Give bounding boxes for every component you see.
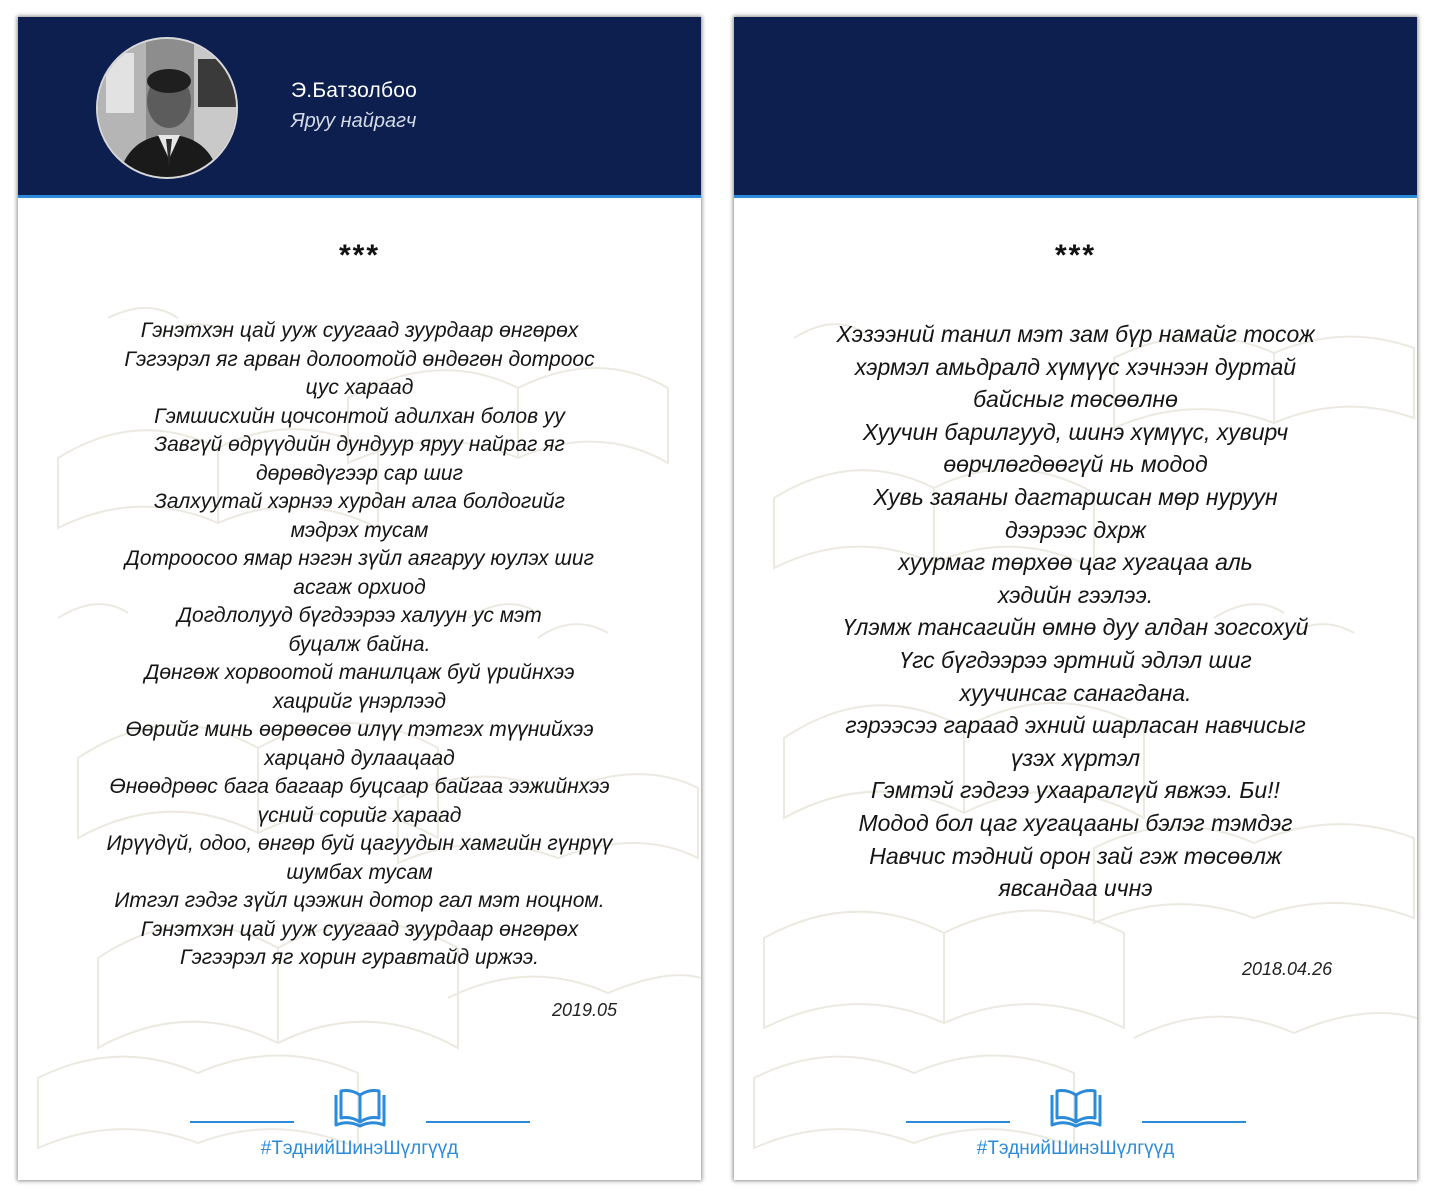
poem-line: явсандаа ичнэ [998,875,1153,902]
poem-line: хэрмэл амьдралд хүмүүс хэчнээн дуртай [854,353,1297,380]
poem-line: Гэмтэй гэдгээ ухааралгүй явжээ. Би!! [871,777,1280,804]
poem-date: 2018.04.26 [1242,959,1333,979]
poem-line: Догдлолууд бүгдээрээ халуун ус мэт [177,604,542,627]
poem-line: Гэмшисхийн цочсонтой адилхан болов уу [154,404,565,428]
poem-line: Хувь заяаны дагтаршсан мөр нуруун [873,483,1278,510]
poem-line: хуурмаг төрхөө цаг хугацаа аль [898,549,1253,576]
poem-line: Гэгээрэл яг хорин гуравтайд иржээ. [180,946,539,969]
poem-line: өөрчлөгдөөгүй нь модод [943,451,1208,478]
poem-line: асгаж орхиод [293,575,426,599]
footer-divider-left [906,1121,1010,1123]
poem-line: хацрийг үнэрлээд [273,689,446,713]
poem-line: үзэх хүртэл [1010,744,1141,771]
poem-line: Хуучин барилгууд, шинэ хүмүүс, хувирч [862,418,1289,445]
poem-line: хэдийн гээлээ. [997,581,1154,608]
poem-line: байсныг төсөөлнө [973,386,1178,413]
footer-divider-left [190,1121,294,1123]
poem-card-right [734,17,1417,1180]
author-role: Яруу найрагч [291,110,417,132]
author-portrait [98,39,238,179]
poem-line: Гэнэтхэн цай ууж суугаад зуурдаар өнгөрөх [140,319,579,342]
card-header [734,17,1417,195]
poem-text [18,317,701,973]
open-book-icon [332,1087,388,1131]
poem-line: Үгс бүгдээрээ эртний эдлэл шиг [899,646,1252,673]
poem-line: Өөрийг минь өөрөөсөө илүү тэтгэх түүнийхээ [125,718,594,741]
poem-line: Залхуутай хэрнээ хурдан алга болдогийг [154,490,565,513]
poem-text [734,318,1417,905]
poem-line: Өнөөдрөөс бага багаар буцсаар байгаа ээжийнхээ [109,775,610,798]
poem-separator-stars: *** [338,239,381,272]
poem-line: Модод бол цаг хугацааны бэлэг тэмдэг [858,809,1293,836]
poem-line: дөрөвдүгээр сар шиг [256,461,463,485]
poem-card-left [18,17,701,1180]
poem-date: 2019.05 [552,1000,618,1020]
poem-separator-stars: *** [1054,239,1097,272]
poem-line: Итгэл гэдэг зүйл цээжин дотор гал мэт ноцном. [114,889,605,912]
footer-divider-right [1142,1121,1246,1123]
poem-line: гэрээсээ гараад эхний шарласан навчисыг [845,712,1306,739]
poem-line: дээрээс дхрж [1005,516,1146,543]
open-book-icon [1048,1087,1104,1131]
poem-line: мэдрэх тусам [290,518,429,542]
header-accent-line [18,195,701,198]
hashtag-link[interactable]: #ТэднийШинэШүлгүүд [976,1138,1175,1159]
author-avatar [96,37,238,179]
poem-line: буцалж байна. [288,632,431,656]
poem-line: Ирүүдүй, одоо, өнгөр буй цагуудын хамгийн гүнрүү [106,832,613,855]
poem-line: цус хараад [305,376,414,399]
poem-line: Хэзээний танил мэт зам бүр намайг тосож [836,321,1315,347]
footer-divider-right [426,1121,530,1123]
poem-line: Үлэмж тансагийн өмнө дуу алдан зогсохуй [842,614,1309,641]
poem-line: Дотроосоо ямар нэгэн зүйл аягаруу юулэх шиг [125,547,594,570]
hashtag-link[interactable]: #ТэднийШинэШүлгүүд [260,1138,459,1159]
poem-line: Гэгээрэл яг арван долоотойд өндөгөн дотроос [124,347,595,371]
poem-line: шумбах тусам [286,860,433,884]
card-header [18,17,701,195]
poem-line: Навчис тэдний орон зай гэж төсөөлж [869,842,1282,869]
poem-line: харцанд дулаацаад [264,746,455,770]
author-name: Э.Батзолбоо [291,79,417,102]
poem-line: хуучинсаг санагдана. [959,679,1192,706]
poem-line: Завгүй өдрүүдийн дундуур яруу найраг яг [154,433,565,456]
poem-line: Гэнэтхэн цай ууж суугаад зуурдаар өнгөрөх [140,917,579,941]
poem-line: үсний сорийг хараад [257,803,462,827]
header-accent-line [734,195,1417,198]
poem-line: Дөнгөж хорвоотой танилцаж буй үрийнхээ [144,661,575,684]
